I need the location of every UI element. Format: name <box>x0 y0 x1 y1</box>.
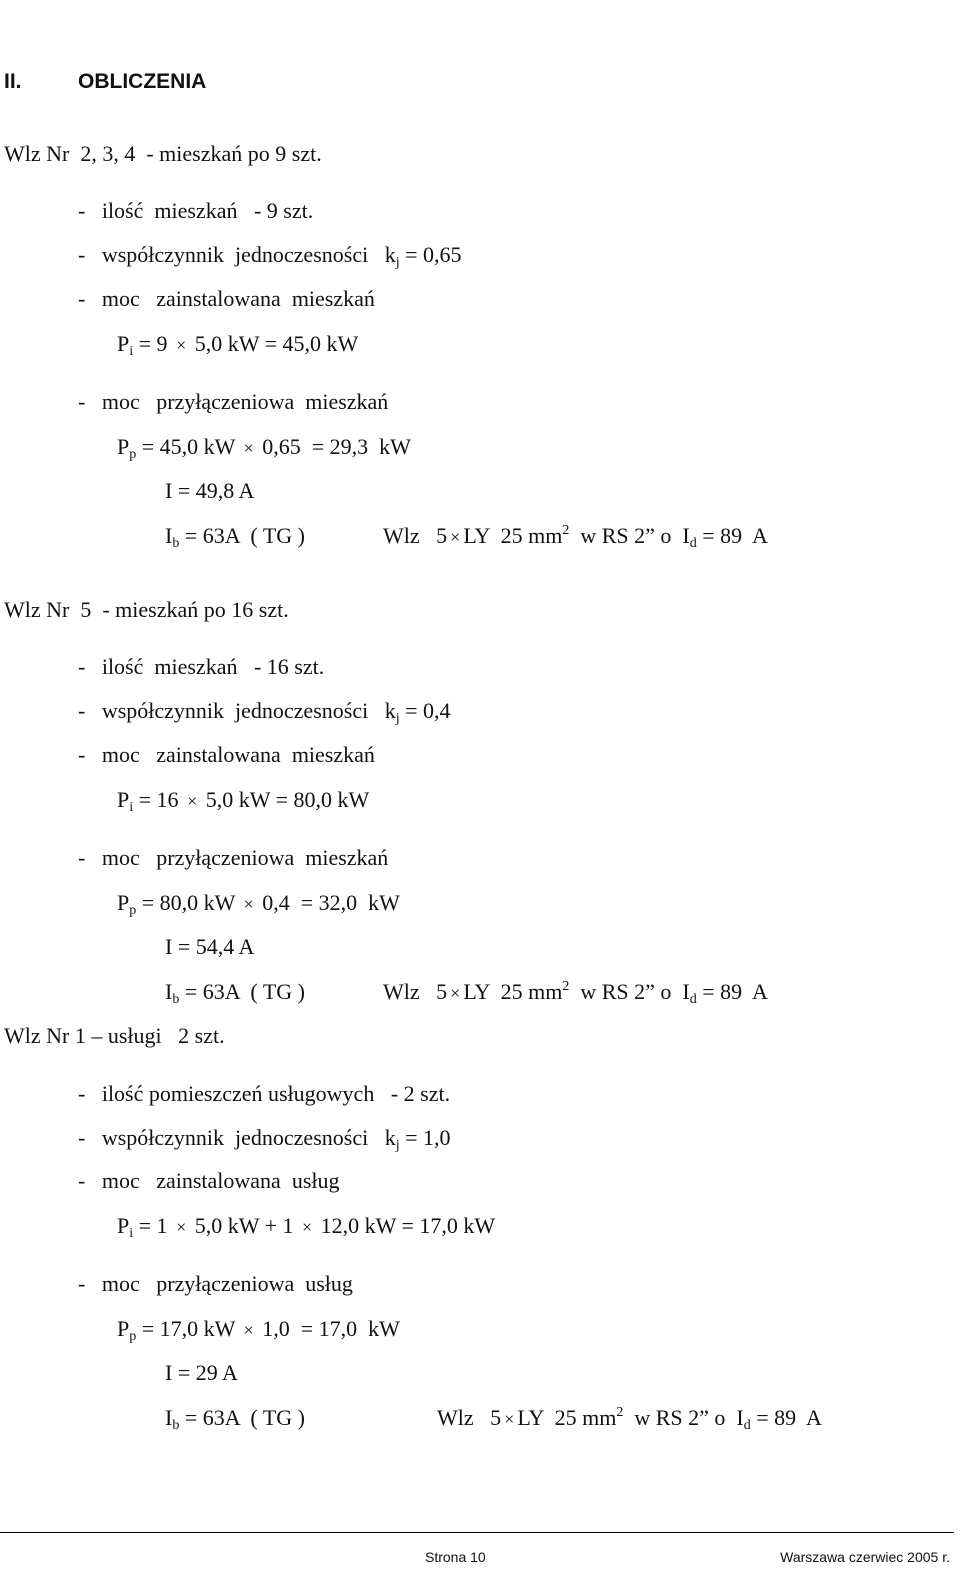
simultaneity-coefficient: - współczynnik jednoczesności $k_j = 1,0$ <box>78 1125 451 1153</box>
simultaneity-coefficient: - współczynnik jednoczesności $k_j = 0,4$ <box>78 698 451 726</box>
times-symbol: × <box>302 1217 313 1237</box>
current-value: I = 54,4 A <box>165 934 255 959</box>
times-symbol: × <box>504 1409 515 1429</box>
place-date: Warszawa czerwiec 2005 r. <box>780 1549 950 1565</box>
cable-spec: Wlz 5 × LY 25 $mm^2$ w RS 2” o $I_d = 89$ A <box>383 979 768 1007</box>
connected-power-label: - moc przyłączeniowa mieszkań <box>78 845 389 870</box>
cable-spec: Wlz 5 × LY 25 $mm^2$ w RS 2” o $I_d = 89$ A <box>383 523 768 551</box>
subsection-title: Wlz Nr 2, 3, 4 - mieszkań po 9 szt. <box>4 141 322 166</box>
subsection-title: Wlz Nr 1 – usługi 2 szt. <box>4 1023 225 1048</box>
footer-divider <box>0 1532 954 1533</box>
times-symbol: × <box>187 791 198 811</box>
section-number: II. <box>4 70 22 93</box>
times-symbol: × <box>450 527 461 547</box>
times-symbol: × <box>243 438 254 458</box>
section-title: OBLICZENIA <box>78 70 207 93</box>
installed-power-label: - moc zainstalowana usług <box>78 1168 340 1193</box>
subsection-title: Wlz Nr 5 - mieszkań po 16 szt. <box>4 597 289 622</box>
connected-power-formula: $P_p = 45,0$ kW × 0,65 = 29,3 kW <box>117 434 411 462</box>
apartment-count: - ilość mieszkań - 9 szt. <box>78 198 314 223</box>
connected-power-formula: $P_p = 17,0$ kW × 1,0 = 17,0 kW <box>117 1316 400 1344</box>
installed-power-label: - moc zainstalowana mieszkań <box>78 286 375 311</box>
times-symbol: × <box>450 983 461 1003</box>
times-symbol: × <box>243 894 254 914</box>
cable-spec: Wlz 5 × LY 25 $mm^2$ w RS 2” o $I_d = 89$ A <box>437 1405 822 1433</box>
times-symbol: × <box>176 335 187 355</box>
page-number: Strona 10 <box>425 1549 486 1565</box>
breaker-rating: $I_b = 63A$ ( TG ) <box>165 979 305 1007</box>
breaker-rating: $I_b = 63A$ ( TG ) <box>165 1405 305 1433</box>
installed-power-formula: $P_i = 16 \times 5,0$ kW = 80,0 kW <box>117 787 370 815</box>
breaker-rating: $I_b = 63A$ ( TG ) <box>165 523 305 551</box>
installed-power-formula: $P_i = 9 \times 5,0$ kW = 45,0 kW <box>117 331 359 359</box>
times-symbol: × <box>243 1320 254 1340</box>
installed-power-formula: $P_i = 1 \times 5,0$ kW + 1 × 12,0 kW = 17,0 kW <box>117 1213 496 1241</box>
service-room-count: - ilość pomieszczeń usługowych - 2 szt. <box>78 1081 451 1106</box>
connected-power-label: - moc przyłączeniowa mieszkań <box>78 389 389 414</box>
connected-power-label: - moc przyłączeniowa usług <box>78 1271 353 1296</box>
simultaneity-coefficient: - współczynnik jednoczesności $k_j = 0,65$ <box>78 242 462 270</box>
connected-power-formula: $P_p = 80,0$ kW × 0,4 = 32,0 kW <box>117 890 400 918</box>
current-value: I = 49,8 A <box>165 478 255 503</box>
times-symbol: × <box>176 1217 187 1237</box>
current-value: I = 29 A <box>165 1360 238 1385</box>
installed-power-label: - moc zainstalowana mieszkań <box>78 742 375 767</box>
apartment-count: - ilość mieszkań - 16 szt. <box>78 654 325 679</box>
